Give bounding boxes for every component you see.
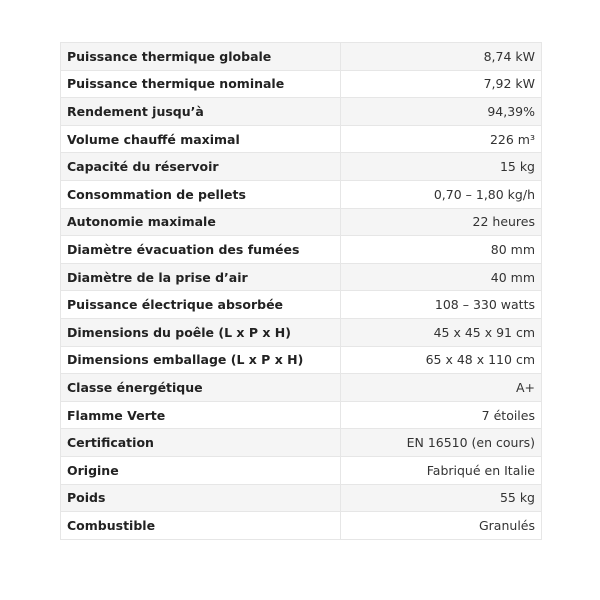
spec-label: Poids	[61, 485, 341, 512]
spec-label: Combustible	[61, 512, 341, 539]
spec-value: 80 mm	[490, 241, 535, 257]
spec-value: Granulés	[478, 517, 535, 533]
spec-row-energy-class	[61, 374, 541, 402]
spec-row-tank-capacity	[61, 153, 541, 181]
spec-value: 226 m³	[489, 131, 535, 147]
spec-table	[60, 42, 542, 540]
spec-row-autonomy	[61, 209, 541, 237]
spec-label: Puissance thermique nominale	[61, 71, 341, 98]
spec-row-air-intake-diameter	[61, 264, 541, 292]
spec-value: 55 kg	[499, 490, 535, 506]
spec-label: Classe énergétique	[61, 374, 341, 401]
spec-row-stove-dimensions	[61, 319, 541, 347]
spec-label: Dimensions emballage (L x P x H)	[61, 347, 341, 374]
spec-value: Fabriqué en Italie	[426, 462, 535, 478]
spec-label: Puissance électrique absorbée	[61, 291, 341, 318]
spec-value: 15 kg	[499, 159, 535, 175]
spec-label: Origine	[61, 457, 341, 484]
spec-label: Dimensions du poêle (L x P x H)	[61, 319, 341, 346]
spec-value: EN 16510 (en cours)	[406, 435, 535, 451]
spec-row-flamme-verte	[61, 402, 541, 430]
spec-value: 0,70 – 1,80 kg/h	[433, 186, 535, 202]
spec-row-weight	[61, 485, 541, 513]
spec-label: Volume chauffé maximal	[61, 126, 341, 153]
spec-value: A+	[515, 379, 535, 395]
spec-row-pellet-consumption	[61, 181, 541, 209]
spec-row-fuel	[61, 512, 541, 540]
spec-row-thermal-power-nominal	[61, 71, 541, 99]
spec-value: 7 étoiles	[481, 407, 535, 423]
spec-value: 94,39%	[487, 103, 535, 119]
spec-value: 40 mm	[490, 269, 535, 285]
spec-label: Certification	[61, 429, 341, 456]
spec-row-electrical-power	[61, 291, 541, 319]
spec-row-origin	[61, 457, 541, 485]
spec-label: Diamètre de la prise d’air	[61, 264, 341, 291]
spec-row-heated-volume	[61, 126, 541, 154]
spec-value: 22 heures	[472, 214, 535, 230]
spec-row-certification	[61, 429, 541, 457]
spec-label: Rendement jusqu’à	[61, 98, 341, 125]
spec-row-flue-diameter	[61, 236, 541, 264]
spec-label: Flamme Verte	[61, 402, 341, 429]
spec-value: 7,92 kW	[483, 76, 535, 92]
spec-value: 8,74 kW	[483, 48, 535, 64]
spec-row-thermal-power-global	[61, 43, 541, 71]
spec-value: 108 – 330 watts	[434, 297, 535, 313]
spec-label: Puissance thermique globale	[61, 43, 341, 70]
spec-row-packaging-dimensions	[61, 347, 541, 375]
spec-row-efficiency	[61, 98, 541, 126]
spec-label: Capacité du réservoir	[61, 153, 341, 180]
spec-label: Autonomie maximale	[61, 209, 341, 236]
spec-label: Diamètre évacuation des fumées	[61, 236, 341, 263]
spec-value: 65 x 48 x 110 cm	[425, 352, 535, 368]
spec-value: 45 x 45 x 91 cm	[433, 324, 535, 340]
spec-label: Consommation de pellets	[61, 181, 341, 208]
